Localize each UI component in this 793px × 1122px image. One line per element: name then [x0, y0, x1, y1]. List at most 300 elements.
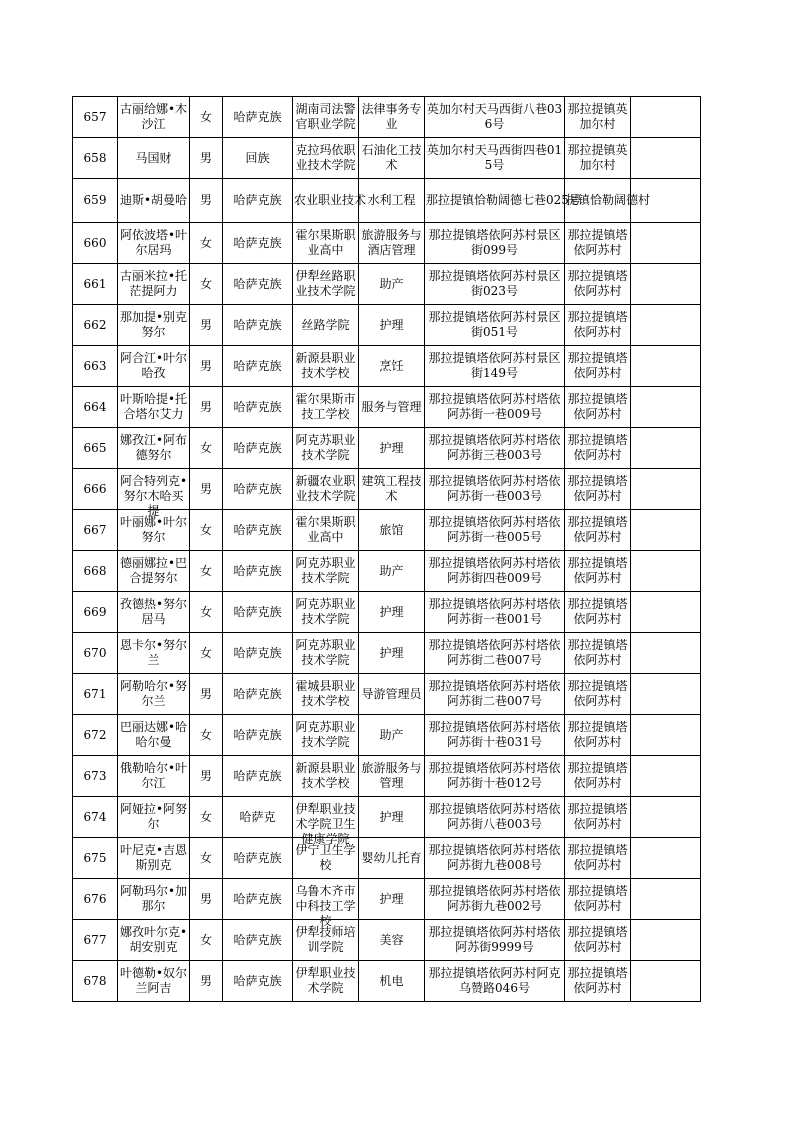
school-text: 霍尔果斯职业高中	[295, 515, 356, 544]
village-cell	[565, 633, 631, 674]
village-text: 那拉提镇塔依阿苏村	[567, 515, 628, 544]
village-text: 那拉提镇塔依阿苏村	[567, 474, 628, 503]
village-cell	[565, 961, 631, 1002]
major-text: 护理	[379, 440, 404, 455]
ethnicity-cell	[223, 97, 293, 138]
gender-cell	[190, 715, 223, 756]
village-cell	[565, 551, 631, 592]
table-row	[73, 179, 701, 223]
table-row	[73, 838, 701, 879]
gender-text: 男	[199, 317, 212, 332]
ethnicity-cell	[223, 305, 293, 346]
ethnicity-text: 哈萨克族	[233, 399, 282, 414]
row-number-text: 665	[83, 440, 107, 455]
ethnicity-text: 哈萨克族	[233, 768, 282, 783]
address-text: 那拉提镇塔依阿苏村塔依阿苏街九巷002号	[428, 884, 561, 913]
note-cell	[631, 838, 701, 879]
address-text: 那拉提镇塔依阿苏村塔依阿苏街十巷031号	[428, 720, 561, 749]
student-name-text: 阿依波塔•叶尔居玛	[119, 228, 188, 257]
row-number-text: 669	[83, 604, 107, 619]
school-text: 霍城县职业技术学校	[295, 679, 356, 708]
student-name-cell	[118, 920, 190, 961]
row-number-cell	[73, 756, 118, 797]
student-name-text: 阿勒玛尔•加那尔	[119, 884, 188, 913]
ethnicity-text: 哈萨克族	[233, 850, 282, 865]
school-cell	[293, 920, 359, 961]
note-cell	[631, 592, 701, 633]
village-text: 那拉提镇塔依阿苏村	[567, 761, 628, 790]
row-number-text: 675	[83, 850, 107, 865]
address-text: 那拉提镇塔依阿苏村塔依阿苏街十巷012号	[428, 761, 561, 790]
row-number-text: 663	[83, 358, 107, 373]
school-text: 伊犁职业技术学院	[295, 966, 356, 995]
student-name-text: 孜德热•努尔居马	[119, 597, 188, 626]
gender-cell	[190, 346, 223, 387]
school-cell	[293, 797, 359, 846]
student-name-text: 阿娅拉•阿努尔	[119, 802, 188, 831]
ethnicity-cell	[223, 469, 293, 510]
row-number-cell	[73, 797, 118, 838]
ethnicity-cell	[223, 510, 293, 551]
address-cell	[425, 305, 565, 346]
gender-cell	[190, 264, 223, 305]
row-number-cell	[73, 920, 118, 961]
address-text: 那拉提镇塔依阿苏村阿克乌赞路046号	[428, 966, 561, 995]
address-cell	[425, 797, 565, 838]
row-number-text: 659	[83, 193, 107, 207]
address-cell	[425, 97, 565, 138]
major-cell	[359, 305, 425, 346]
address-cell	[425, 346, 565, 387]
note-cell	[631, 715, 701, 756]
student-name-cell	[118, 633, 190, 674]
school-cell	[293, 179, 367, 223]
row-number-text: 670	[83, 645, 107, 660]
ethnicity-text: 哈萨克族	[233, 440, 282, 455]
gender-cell	[190, 551, 223, 592]
address-cell	[425, 138, 565, 179]
gender-text: 女	[199, 563, 212, 578]
gender-cell	[190, 223, 223, 264]
village-text: 那拉提镇塔依阿苏村	[567, 679, 628, 708]
school-text: 乌鲁木齐市中科技工学校	[295, 884, 356, 928]
major-text: 旅游服务与管理	[361, 761, 422, 790]
school-text: 克拉玛依职业技术学院	[295, 143, 356, 172]
school-text: 霍尔果斯职业高中	[295, 228, 356, 257]
village-cell	[565, 838, 631, 879]
gender-cell	[190, 838, 223, 879]
school-cell	[293, 305, 359, 346]
student-name-text: 叶斯哈提•托合塔尔艾力	[119, 392, 188, 421]
student-name-text: 马国财	[135, 150, 172, 165]
address-cell	[425, 551, 565, 592]
row-number-text: 674	[83, 809, 107, 824]
address-text: 英加尔村天马西街四巷015号	[426, 143, 563, 172]
address-text: 那拉提镇塔依阿苏村塔依阿苏街一巷005号	[428, 515, 561, 544]
student-name-text: 恩卡尔•努尔兰	[119, 638, 188, 667]
note-cell	[631, 346, 701, 387]
ethnicity-text: 哈萨克族	[233, 317, 282, 332]
note-cell	[631, 469, 701, 510]
gender-cell	[190, 756, 223, 797]
student-name-text: 叶丽娜•叶尔努尔	[119, 515, 188, 544]
table-row	[73, 920, 701, 961]
school-cell	[293, 715, 359, 756]
gender-cell	[190, 633, 223, 674]
ethnicity-text: 哈萨克族	[233, 891, 282, 906]
ethnicity-cell	[223, 756, 293, 797]
address-text: 那拉提镇塔依阿苏村景区街023号	[428, 269, 561, 298]
major-text: 水利工程	[367, 193, 416, 207]
school-text: 湖南司法警官职业学院	[295, 102, 356, 131]
row-number-cell	[73, 428, 118, 469]
note-cell	[631, 879, 701, 920]
student-name-cell	[118, 838, 190, 879]
major-text: 旅馆	[379, 522, 404, 537]
school-cell	[293, 510, 359, 551]
major-cell	[359, 97, 425, 138]
ethnicity-cell	[223, 428, 293, 469]
major-text: 护理	[379, 604, 404, 619]
village-cell	[565, 592, 631, 633]
row-number-text: 673	[83, 768, 107, 783]
ethnicity-cell	[223, 592, 293, 633]
address-cell	[425, 510, 565, 551]
student-name-cell	[118, 797, 190, 838]
school-cell	[293, 592, 359, 633]
major-text: 建筑工程技术	[361, 474, 422, 503]
student-name-cell	[118, 592, 190, 633]
major-text: 护理	[379, 809, 404, 824]
table-row	[73, 346, 701, 387]
major-cell	[359, 469, 425, 510]
major-cell	[359, 633, 425, 674]
address-cell	[425, 469, 565, 510]
note-cell	[631, 138, 701, 179]
gender-text: 男	[199, 686, 212, 701]
table-body	[73, 97, 701, 1002]
student-table	[72, 96, 701, 1002]
gender-cell	[190, 920, 223, 961]
table-row	[73, 756, 701, 797]
student-name-cell	[118, 179, 190, 223]
student-name-cell	[118, 715, 190, 756]
gender-text: 女	[199, 276, 212, 291]
major-cell	[359, 346, 425, 387]
address-cell	[425, 674, 565, 715]
note-cell	[631, 223, 701, 264]
gender-cell	[190, 797, 223, 838]
table-row	[73, 387, 701, 428]
ethnicity-text: 哈萨克族	[233, 109, 282, 124]
student-name-cell	[118, 756, 190, 797]
student-name-text: 阿合特列克•努尔木哈买提	[119, 474, 188, 518]
village-text: 那拉提镇塔依阿苏村	[567, 843, 628, 872]
row-number-cell	[73, 961, 118, 1002]
ethnicity-cell	[223, 179, 293, 223]
major-cell	[359, 428, 425, 469]
row-number-text: 664	[83, 399, 107, 414]
school-text: 阿克苏职业技术学院	[295, 597, 356, 626]
village-text: 那拉提镇英加尔村	[567, 102, 628, 131]
address-text: 那拉提镇塔依阿苏村景区街149号	[428, 351, 561, 380]
school-cell	[293, 674, 359, 715]
major-cell	[359, 264, 425, 305]
school-cell	[293, 961, 359, 1002]
address-cell	[425, 961, 565, 1002]
major-cell	[359, 879, 425, 920]
ethnicity-cell	[223, 346, 293, 387]
row-number-cell	[73, 838, 118, 879]
row-number-cell	[73, 97, 118, 138]
note-cell	[631, 961, 701, 1002]
student-name-cell	[118, 264, 190, 305]
school-cell	[293, 469, 359, 510]
gender-cell	[190, 469, 223, 510]
major-cell	[359, 138, 425, 179]
major-text: 法律事务专业	[361, 102, 422, 131]
ethnicity-text: 哈萨克族	[233, 235, 282, 250]
table-row	[73, 97, 701, 138]
row-number-text: 667	[83, 522, 107, 537]
major-cell	[359, 387, 425, 428]
ethnicity-text: 回族	[245, 150, 270, 165]
village-text: 那拉提镇塔依阿苏村	[567, 310, 628, 339]
address-cell	[425, 592, 565, 633]
ethnicity-text: 哈萨克族	[233, 193, 282, 207]
gender-text: 女	[199, 604, 212, 619]
row-number-text: 666	[83, 481, 107, 496]
gender-text: 男	[199, 358, 212, 373]
major-text: 护理	[379, 891, 404, 906]
village-text: 那拉提镇塔依阿苏村	[567, 392, 628, 421]
row-number-text: 677	[83, 932, 107, 947]
gender-cell	[190, 510, 223, 551]
major-text: 烹饪	[379, 358, 404, 373]
row-number-cell	[73, 305, 118, 346]
school-text: 农业职业技术	[294, 193, 367, 207]
village-cell	[565, 346, 631, 387]
student-name-cell	[118, 223, 190, 264]
row-number-text: 660	[83, 235, 107, 250]
ethnicity-text: 哈萨克族	[233, 932, 282, 947]
gender-text: 男	[199, 193, 212, 207]
village-cell	[565, 97, 631, 138]
village-cell	[565, 223, 631, 264]
gender-cell	[190, 179, 223, 223]
school-cell	[293, 264, 359, 305]
gender-text: 女	[199, 235, 212, 250]
student-name-text: 那加提•别克努尔	[119, 310, 188, 339]
row-number-cell	[73, 879, 118, 920]
note-cell	[631, 920, 701, 961]
row-number-text: 658	[83, 150, 107, 165]
major-cell	[359, 179, 425, 223]
gender-text: 女	[199, 109, 212, 124]
ethnicity-cell	[223, 674, 293, 715]
student-name-text: 巴丽达娜•哈哈尔曼	[119, 720, 188, 749]
gender-text: 男	[199, 891, 212, 906]
ethnicity-text: 哈萨克族	[233, 645, 282, 660]
address-cell	[425, 756, 565, 797]
address-cell	[425, 633, 565, 674]
village-cell	[565, 715, 631, 756]
student-name-cell	[118, 428, 190, 469]
row-number-text: 668	[83, 563, 107, 578]
note-cell	[631, 797, 701, 838]
school-text: 阿克苏职业技术学院	[295, 433, 356, 462]
table-row	[73, 510, 701, 551]
table-row	[73, 264, 701, 305]
ethnicity-text: 哈萨克族	[233, 522, 282, 537]
gender-text: 女	[199, 932, 212, 947]
note-cell	[631, 756, 701, 797]
ethnicity-cell	[223, 715, 293, 756]
gender-cell	[190, 305, 223, 346]
gender-text: 女	[199, 850, 212, 865]
address-text: 那拉提镇塔依阿苏村塔依阿苏街八巷003号	[428, 802, 561, 831]
gender-cell	[190, 961, 223, 1002]
village-text: 那拉提镇塔依阿苏村	[567, 638, 628, 667]
address-cell	[425, 264, 565, 305]
school-cell	[293, 223, 359, 264]
school-text: 伊犁职业技术学院卫生健康学院	[295, 802, 356, 846]
table-row	[73, 305, 701, 346]
school-cell	[293, 346, 359, 387]
village-cell	[565, 387, 631, 428]
address-text: 那拉提镇塔依阿苏村塔依阿苏街一巷001号	[428, 597, 561, 626]
row-number-cell	[73, 510, 118, 551]
gender-cell	[190, 97, 223, 138]
student-name-cell	[118, 138, 190, 179]
school-cell	[293, 756, 359, 797]
address-text: 那拉提镇塔依阿苏村塔依阿苏街一巷009号	[428, 392, 561, 421]
school-text: 新疆农业职业技术学院	[295, 474, 356, 503]
student-name-cell	[118, 551, 190, 592]
table-row	[73, 674, 701, 715]
note-cell	[631, 97, 701, 138]
student-name-cell	[118, 387, 190, 428]
school-text: 阿克苏职业技术学院	[295, 638, 356, 667]
major-text: 护理	[379, 317, 404, 332]
village-text: 那拉提镇塔依阿苏村	[567, 966, 628, 995]
student-name-cell	[118, 97, 190, 138]
village-text: 那拉提镇塔依阿苏村	[567, 925, 628, 954]
school-cell	[293, 387, 359, 428]
ethnicity-text: 哈萨克族	[233, 563, 282, 578]
gender-cell	[190, 387, 223, 428]
major-cell	[359, 223, 425, 264]
village-cell	[565, 264, 631, 305]
village-cell	[565, 879, 631, 920]
note-cell	[631, 387, 701, 428]
address-text: 那拉提镇塔依阿苏村塔依阿苏街三巷003号	[428, 433, 561, 462]
row-number-text: 662	[83, 317, 107, 332]
village-cell	[565, 469, 631, 510]
student-name-text: 古丽米拉•托茫提阿力	[119, 269, 188, 298]
student-name-cell	[118, 510, 190, 551]
address-cell	[425, 428, 565, 469]
address-text: 那拉提镇塔依阿苏村景区街051号	[428, 310, 561, 339]
gender-text: 女	[199, 645, 212, 660]
school-text: 阿克苏职业技术学院	[295, 556, 356, 585]
address-text: 英加尔村天马西街八巷036号	[426, 102, 563, 131]
ethnicity-text: 哈萨克族	[233, 481, 282, 496]
gender-text: 女	[199, 440, 212, 455]
student-name-text: 德丽娜拉•巴合提努尔	[119, 556, 188, 585]
ethnicity-text: 哈萨克	[239, 809, 276, 824]
school-cell	[293, 879, 359, 928]
village-cell	[565, 797, 631, 838]
major-text: 婴幼儿托育	[361, 850, 422, 865]
row-number-text: 676	[83, 891, 107, 906]
ethnicity-text: 哈萨克族	[233, 686, 282, 701]
gender-text: 男	[199, 768, 212, 783]
row-number-cell	[73, 674, 118, 715]
major-text: 服务与管理	[361, 399, 422, 414]
major-text: 旅游服务与酒店管理	[361, 228, 422, 257]
table-row	[73, 592, 701, 633]
address-text: 那拉提镇塔依阿苏村塔依阿苏街四巷009号	[428, 556, 561, 585]
row-number-cell	[73, 633, 118, 674]
gender-text: 女	[199, 809, 212, 824]
major-text: 护理	[379, 645, 404, 660]
major-cell	[359, 510, 425, 551]
row-number-cell	[73, 264, 118, 305]
address-cell	[425, 879, 565, 920]
ethnicity-cell	[223, 264, 293, 305]
school-cell	[293, 633, 359, 674]
gender-text: 女	[199, 727, 212, 742]
school-text: 伊犁技师培训学院	[295, 925, 356, 954]
major-text: 助产	[379, 276, 404, 291]
row-number-cell	[73, 592, 118, 633]
address-cell	[425, 223, 565, 264]
gender-text: 男	[199, 399, 212, 414]
ethnicity-cell	[223, 387, 293, 428]
table-row	[73, 428, 701, 469]
row-number-cell	[73, 387, 118, 428]
address-cell	[425, 920, 565, 961]
gender-cell	[190, 879, 223, 920]
ethnicity-text: 哈萨克族	[233, 973, 282, 988]
ethnicity-text: 哈萨克族	[233, 358, 282, 373]
student-name-text: 阿勒哈尔•努尔兰	[119, 679, 188, 708]
village-cell	[565, 428, 631, 469]
student-name-text: 娜孜江•阿布德努尔	[119, 433, 188, 462]
major-cell	[359, 551, 425, 592]
village-cell	[565, 510, 631, 551]
student-name-cell	[118, 674, 190, 715]
row-number-cell	[73, 551, 118, 592]
address-text: 那拉提镇塔依阿苏村塔依阿苏街二巷007号	[428, 679, 561, 708]
major-text: 助产	[379, 727, 404, 742]
school-cell	[293, 97, 359, 138]
table-row	[73, 551, 701, 592]
ethnicity-cell	[223, 838, 293, 879]
row-number-cell	[73, 346, 118, 387]
row-number-text: 678	[83, 973, 107, 988]
address-text: 那拉提镇塔依阿苏村塔依阿苏街二巷007号	[428, 638, 561, 667]
student-name-cell	[118, 305, 190, 346]
gender-text: 男	[199, 481, 212, 496]
row-number-cell	[73, 469, 118, 510]
ethnicity-cell	[223, 961, 293, 1002]
village-cell	[565, 756, 631, 797]
major-text: 导游管理员	[361, 686, 422, 701]
ethnicity-cell	[223, 797, 293, 838]
major-cell	[359, 715, 425, 756]
